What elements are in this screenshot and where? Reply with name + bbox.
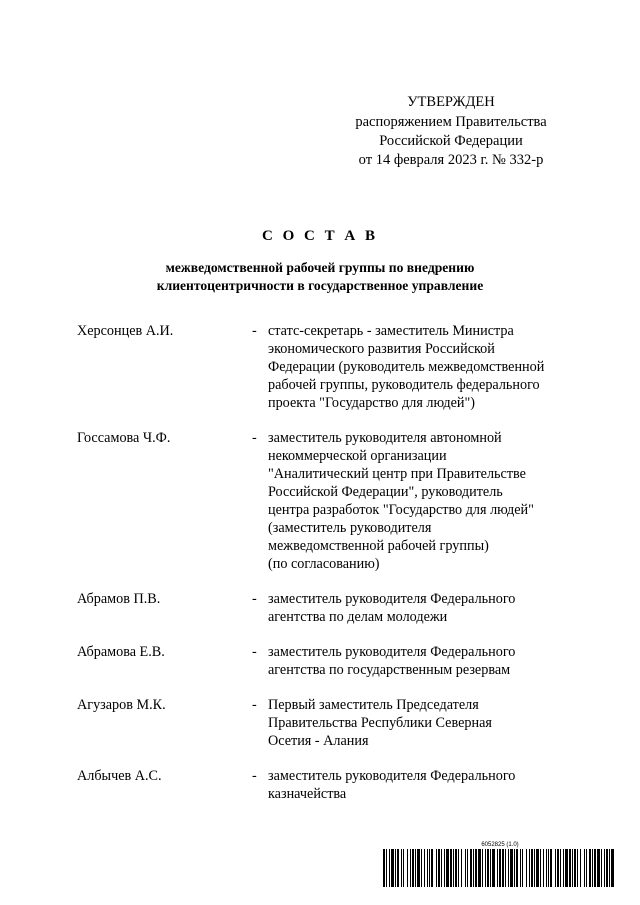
- member-row: [77, 696, 567, 750]
- member-role: Первый заместитель Председателя Правительства Республики Северная Осетия - Алания: [268, 697, 492, 749]
- member-dash: -: [252, 323, 257, 339]
- approval-line: Российской Федерации: [379, 133, 523, 149]
- members-list: [77, 322, 567, 820]
- member-dash: -: [252, 430, 257, 446]
- document-title: [0, 228, 640, 295]
- member-name: Абрамов П.В.: [77, 591, 161, 607]
- barcode-block: [383, 841, 617, 887]
- approval-date: от 14 февраля 2023 г. № 332-р: [358, 152, 544, 168]
- member-row: [77, 643, 567, 679]
- member-name: Госсамова Ч.Ф.: [77, 430, 171, 446]
- member-name: Албычев А.С.: [77, 768, 162, 784]
- member-row: [77, 429, 567, 573]
- member-row: [77, 590, 567, 626]
- member-row: [77, 767, 567, 803]
- subtitle-line: клиентоцентричности в государственное управление: [156, 278, 484, 293]
- member-dash: -: [252, 768, 257, 784]
- member-name: Агузаров М.К.: [77, 697, 166, 713]
- approval-line: распоряжением Правительства: [355, 114, 547, 130]
- subtitle-line: межведомственной рабочей группы по внедрению: [165, 260, 475, 275]
- member-dash: -: [252, 591, 257, 607]
- member-dash: -: [252, 697, 257, 713]
- heading: С О С Т А В: [262, 228, 378, 244]
- member-role: заместитель руководителя Федерального агентства по делам молодежи: [268, 591, 516, 625]
- subtitle: [0, 259, 640, 295]
- member-role: статс-секретарь - заместитель Министра экономического развития Российской Федерации (руководитель межведомственной рабочей группы, руководитель федерального проекта "Государство для людей"): [268, 323, 545, 411]
- barcode-bar: [614, 849, 616, 887]
- barcode-caption: 6052825 (1.0): [481, 842, 519, 848]
- member-dash: -: [252, 644, 257, 660]
- member-role: заместитель руководителя Федерального агентства по государственным резервам: [268, 644, 516, 678]
- member-role: заместитель руководителя автономной некоммерческой организации "Аналитический центр при Правительстве Российской Федерации", руководитель центра разработок "Государство для людей" (заместитель руководителя межведомственной рабочей группы) (по согласованию): [268, 430, 534, 572]
- member-name: Абрамова Е.В.: [77, 644, 165, 660]
- approval-block: [341, 93, 561, 170]
- member-row: [77, 322, 567, 412]
- member-role: заместитель руководителя Федерального казначейства: [268, 768, 516, 802]
- member-name: Херсонцев А.И.: [77, 323, 174, 339]
- approval-title: УТВЕРЖДЕН: [407, 94, 495, 110]
- barcode: [383, 849, 617, 887]
